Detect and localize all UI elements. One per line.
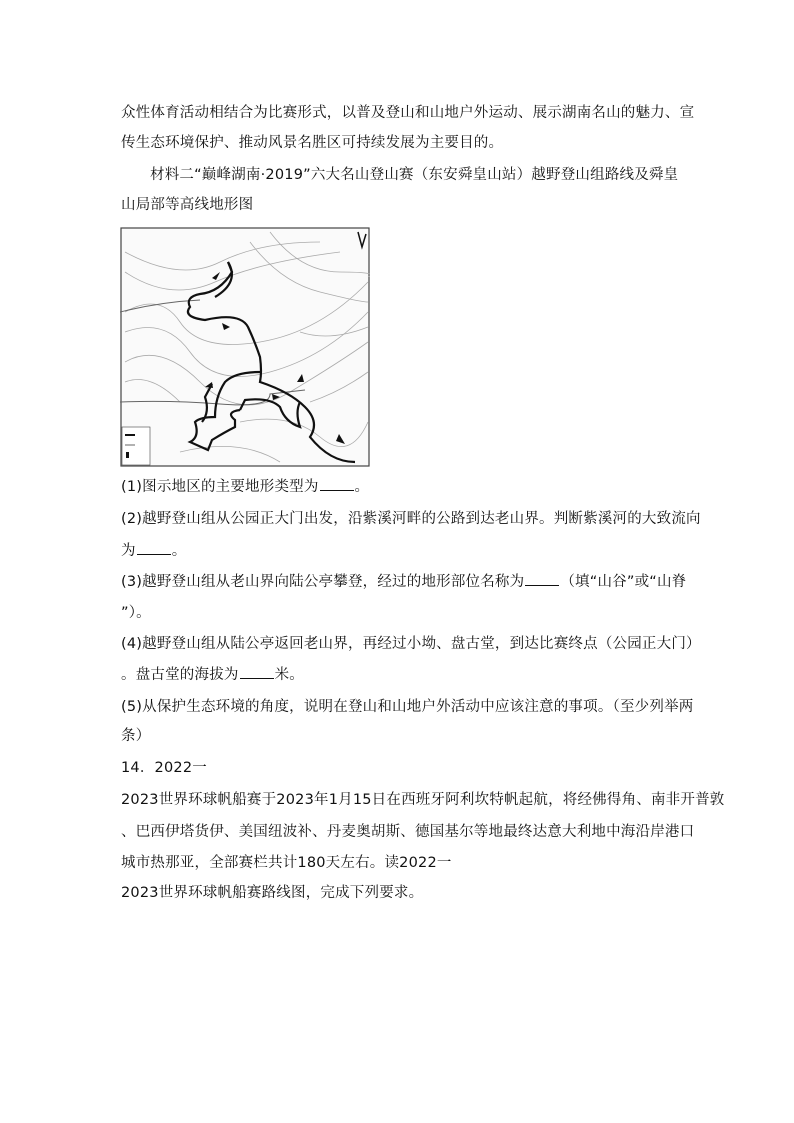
answer-blank[interactable] [320, 478, 354, 491]
question-2-line-2: 为 。 [121, 543, 187, 559]
contour-map-figure [120, 222, 370, 467]
material1-line-1: 众性体育活动相结合为比赛形式，以普及登山和山地户外运动、展示湖南名山的魅力、宣 [121, 105, 695, 121]
question-3-line-1: (3)越野登山组从老山界向陆公亭攀登，经过的地形部位名称为 （填“山谷”或“山脊 [121, 574, 687, 590]
material2-caption-line-2: 山局部等高线地形图 [121, 197, 254, 213]
question-14-number: 14．2022一 [121, 760, 207, 776]
question-14-line-1: 2023世界环球帆船赛于2023年1月15日在西班牙阿利坎特帆起航，将经佛得角、南非开普敦 [121, 792, 725, 808]
material2-caption-line-1: 材料二“巅峰湖南·2019”六大名山登山赛（东安舜皇山站）越野登山组路线及舜皇 [150, 167, 679, 183]
question-14-line-4: 2023世界环球帆船赛路线图，完成下列要求。 [121, 885, 424, 901]
question-1: (1)图示地区的主要地形类型为 。 [121, 479, 370, 495]
question-3-line-2: ”）。 [121, 605, 151, 621]
answer-blank[interactable] [137, 542, 171, 555]
question-5-line-2: 条） [121, 728, 151, 744]
question-2-line-1: (2)越野登山组从公园正大门出发，沿紫溪河畔的公路到达老山界。判断紫溪河的大致流向 [121, 511, 701, 527]
map-legend [122, 427, 150, 465]
question-5-line-1: (5)从保护生态环境的角度，说明在登山和山地户外活动中应该注意的事项。（至少列举两 [121, 699, 694, 715]
material1-line-2: 传生态环境保护、推动风景名胜区可持续发展为主要目的。 [121, 135, 504, 151]
question-4-line-2: 。盘古堂的海拔为 米。 [121, 667, 305, 683]
question-14-line-2: 、巴西伊塔货伊、美国纽波补、丹麦奥胡斯、德国基尔等地最终达意大利地中海沿岸港口 [121, 824, 695, 840]
answer-blank[interactable] [240, 666, 274, 679]
question-14-line-3: 城市热那亚，全部赛栏共计180天左右。读2022一 [121, 855, 452, 871]
answer-blank[interactable] [525, 573, 559, 586]
question-4-line-1: (4)越野登山组从陆公亭返回老山界，再经过小坳、盘古堂，到达比赛终点（公园正大门） [121, 636, 701, 652]
